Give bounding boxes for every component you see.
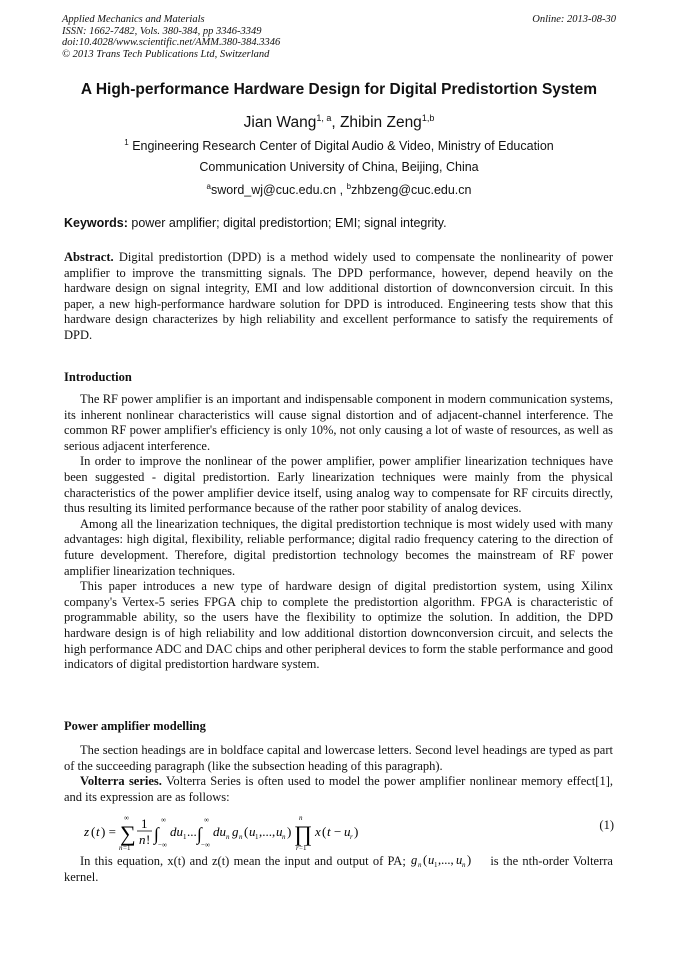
email-sup: a bbox=[206, 182, 211, 191]
copyright: © 2013 Trans Tech Publications Ltd, Switzerland bbox=[62, 48, 270, 60]
volterra-equation bbox=[84, 812, 614, 852]
svg-text:g: g bbox=[232, 824, 239, 839]
svg-text:n: n bbox=[462, 861, 466, 868]
svg-text:du: du bbox=[170, 824, 183, 839]
affil-text: Engineering Research Center of Digital Audio & Video, Ministry of Education bbox=[132, 139, 554, 154]
paragraph: The section headings are in boldface capital and lowercase letters. Second level headings are typed as part of the succeeding paragraph (like the subsection heading of this paragraph). bbox=[64, 743, 613, 773]
equation-number: (1) bbox=[599, 818, 614, 832]
svg-text:1: 1 bbox=[255, 833, 259, 841]
svg-text:u: u bbox=[276, 824, 283, 839]
svg-text:u: u bbox=[428, 853, 435, 867]
svg-text:n: n bbox=[239, 833, 243, 841]
svg-text:1: 1 bbox=[434, 861, 438, 868]
section-heading-introduction: Introduction bbox=[64, 370, 132, 384]
abstract-text: Digital predistortion (DPD) is a method widely used to compensate the nonlinearity of power amplifier to improve the transmitting signals. The DPD performance, however, depend heavily on the hardware design on signal integrity, EMI and low additional distortion of downconversion circuit. In this paper, a new high-performance hardware solution for DPD is introduced. Engineering tests show that this hardware design characterizes by high reliability and excellent performance to satisfy the requirements of DPD. bbox=[64, 250, 613, 342]
email-sup: b bbox=[346, 182, 352, 191]
svg-text:u: u bbox=[456, 853, 463, 867]
paragraph: The RF power amplifier is an important and indispensable component in modern communication systems, its inherent nonlinear characteristics will cause signal distortion and of adjacent-channel interference. The common RF power amplifier's efficiency is only 10%, not only causing a lot of waste of resources, as well as serious adjacent interference. bbox=[64, 392, 613, 453]
paragraph bbox=[64, 853, 613, 885]
svg-text:n: n bbox=[226, 833, 230, 841]
svg-text:(: ( bbox=[322, 824, 327, 839]
author-name: Jian Wang bbox=[243, 114, 317, 132]
svg-text:du: du bbox=[213, 824, 226, 839]
svg-text:...: ... bbox=[187, 824, 197, 839]
keywords-label: Keywords: bbox=[64, 216, 128, 230]
svg-text:): ) bbox=[467, 853, 472, 867]
paragraph bbox=[64, 774, 613, 805]
svg-text:u: u bbox=[344, 824, 351, 839]
affiliation-line-1 bbox=[0, 138, 678, 153]
svg-text:−∞: −∞ bbox=[158, 841, 167, 849]
svg-text:=1: =1 bbox=[299, 844, 307, 852]
svg-text:n: n bbox=[282, 833, 286, 841]
svg-text:r: r bbox=[350, 833, 353, 841]
svg-text:=1: =1 bbox=[123, 844, 131, 852]
affiliation-line-2: Communication University of China, Beijing, China bbox=[199, 160, 479, 174]
affil-sup: 1 bbox=[124, 138, 129, 147]
keywords bbox=[64, 216, 613, 232]
svg-text:r: r bbox=[296, 844, 299, 852]
svg-text:n: n bbox=[119, 844, 123, 852]
svg-text:n: n bbox=[139, 832, 146, 847]
paper-title: A High-performance Hardware Design for Digital Predistortion System bbox=[80, 81, 598, 98]
author-name: Zhibin Zeng bbox=[339, 114, 422, 132]
emails bbox=[0, 182, 678, 197]
svg-text:∫: ∫ bbox=[154, 824, 159, 844]
author-sup: 1,b bbox=[421, 113, 435, 123]
svg-text:z: z bbox=[84, 824, 90, 839]
svg-text:,...,: ,..., bbox=[259, 824, 276, 839]
keywords-text: power amplifier; digital predistortion; EMI; signal integrity. bbox=[131, 216, 447, 230]
online-date: Online: 2013-08-30 bbox=[532, 14, 616, 25]
paragraph-text: In this equation, x(t) and z(t) mean the input and output of PA; bbox=[80, 854, 406, 868]
svg-text:): ) bbox=[287, 824, 292, 839]
svg-text:∞: ∞ bbox=[204, 816, 209, 824]
svg-text:u: u bbox=[249, 824, 256, 839]
svg-text:∞: ∞ bbox=[161, 816, 166, 824]
svg-text:,...,: ,..., bbox=[438, 853, 454, 867]
introduction-body bbox=[64, 392, 613, 673]
paragraph: This paper introduces a new type of hardware design of digital predistortion system, using Xilinx company's Vertex-5 series FPGA chip to complete the predistortion algorithm. FPGA is characteristic of programmable ability, so the users have the flexibility to optimize the solution. In addition, the DPD hardware design is of high reliability and low additional distortion downconversion circuit, and selects the high performance ADC and DAC chips and other peripheral devices to form the stable performance and good indicators of digital predistortion hardware system. bbox=[64, 579, 613, 672]
paragraph: Among all the linearization techniques, the digital predistortion technique is most widely used with many advantages: high digital, flexibility, reliable performance; digital radio frequency catering to the direction of future development. Therefore, digital predistortion technology becomes the mainstream of RF power amplifier linearization techniques. bbox=[64, 516, 613, 578]
svg-text:!: ! bbox=[146, 832, 151, 847]
email-sep: , bbox=[336, 183, 347, 198]
author-sep: , bbox=[331, 114, 340, 132]
email-a: sword_wj@cuc.edu.cn bbox=[210, 183, 337, 198]
subheading-volterra: Volterra series. bbox=[80, 774, 162, 789]
svg-text:1: 1 bbox=[183, 833, 187, 841]
journal-name: Applied Mechanics and Materials bbox=[62, 14, 205, 25]
svg-text:(: ( bbox=[244, 824, 249, 839]
paragraph: In order to improve the nonlinear of the power amplifier, power amplifier linearization techniques have been suggested - digital predistortion. Early linearization techniques were mainly from the physical characteristics of the power amplifier device itself, using analog way to compensate for RF circuits directly, thus resulting its limited performance because of the rather poor stability of analog devices. bbox=[64, 454, 613, 516]
svg-text:n: n bbox=[418, 861, 422, 868]
svg-text:∏: ∏ bbox=[294, 821, 313, 846]
svg-text:−: − bbox=[334, 824, 342, 839]
paragraph-text: is the nth-order Volterra kernel. bbox=[64, 854, 613, 884]
doi: doi:10.4028/www.scientific.net/AMM.380-384.3346 bbox=[62, 37, 281, 48]
svg-text:∫: ∫ bbox=[197, 824, 202, 844]
abstract-label: Abstract. bbox=[64, 250, 114, 264]
svg-text:(: ( bbox=[91, 824, 96, 839]
svg-text:(: ( bbox=[423, 853, 428, 867]
pa-modelling-body-2 bbox=[64, 853, 613, 885]
svg-text:1: 1 bbox=[141, 816, 148, 831]
svg-text:g: g bbox=[411, 853, 418, 867]
svg-text:n: n bbox=[299, 814, 303, 822]
svg-text:t: t bbox=[327, 824, 331, 839]
svg-text:t: t bbox=[96, 824, 100, 839]
pa-modelling-body bbox=[64, 743, 613, 805]
svg-text:) =: ) = bbox=[101, 824, 116, 839]
svg-text:∑: ∑ bbox=[120, 821, 136, 846]
email-b: zhbzeng@cuc.edu.cn bbox=[351, 183, 472, 198]
kernel-symbol bbox=[410, 853, 486, 868]
abstract bbox=[64, 250, 613, 344]
author-sup: 1, a bbox=[316, 113, 332, 123]
svg-text:x: x bbox=[315, 824, 321, 839]
svg-text:): ) bbox=[354, 824, 359, 839]
section-heading-pa-modelling: Power amplifier modelling bbox=[64, 719, 206, 733]
paragraph-text: Volterra Series is often used to model the power amplifier nonlinear memory effect[1], and its expression are as follows: bbox=[64, 774, 613, 804]
svg-text:−∞: −∞ bbox=[201, 841, 210, 849]
journal-header bbox=[62, 14, 280, 60]
authors bbox=[0, 113, 678, 132]
svg-text:∞: ∞ bbox=[124, 814, 129, 822]
issn: ISSN: 1662-7482, Vols. 380-384, pp 3346-3349 bbox=[62, 25, 262, 37]
